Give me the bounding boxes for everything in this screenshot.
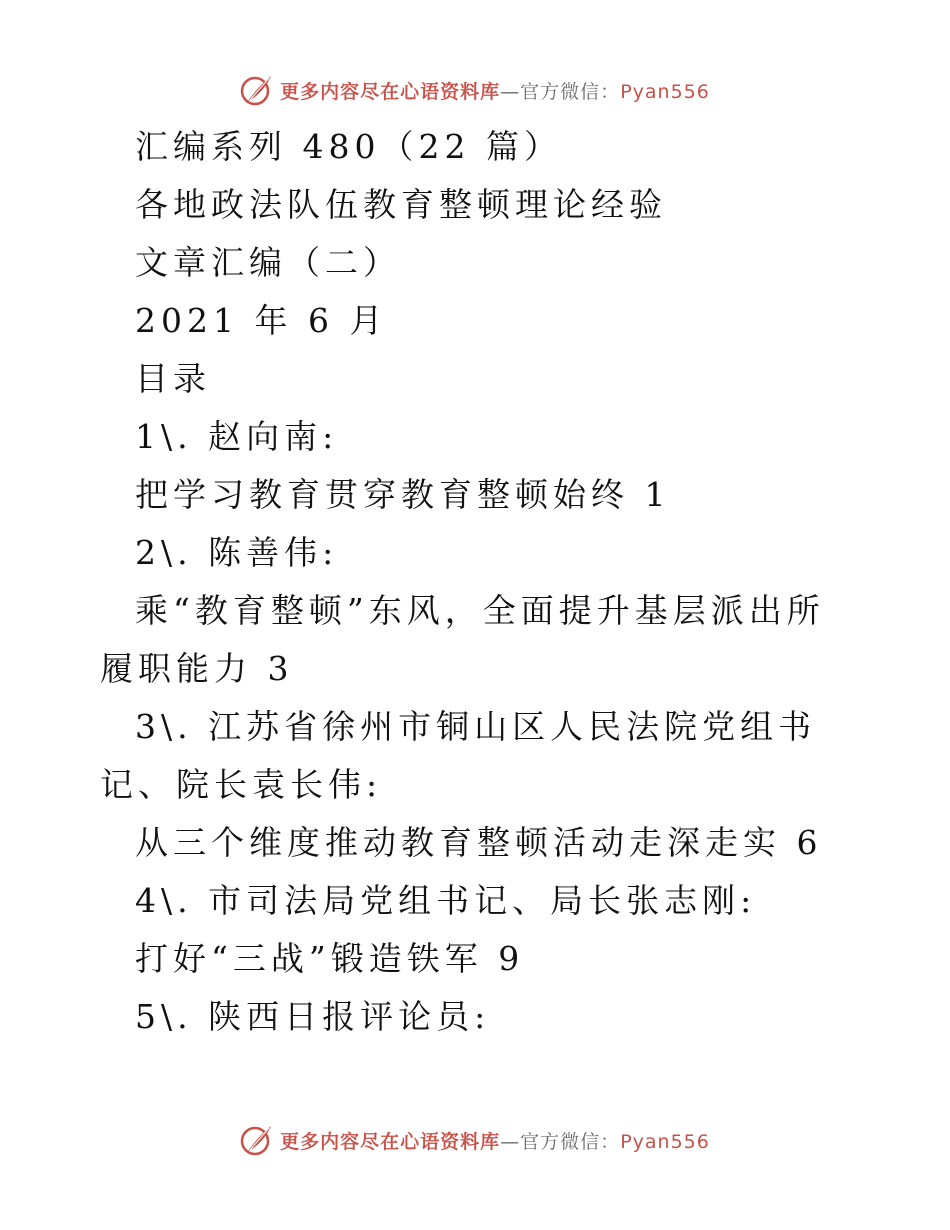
document-subtitle: 文章汇编（二） bbox=[135, 243, 401, 282]
document-title: 各地政法队伍教育整顿理论经验 bbox=[135, 185, 667, 224]
watermark-text: 更多内容尽在心语资料库—官方微信：Pyan556 bbox=[280, 1130, 710, 1153]
toc-item-author: 4\. 市司法局党组书记、局长张志刚: bbox=[135, 881, 757, 920]
feather-logo-icon bbox=[240, 1123, 274, 1157]
watermark-text: 更多内容尽在心语资料库—官方微信：Pyan556 bbox=[280, 80, 710, 103]
toc-item-author: 3\. 江苏省徐州市铜山区人民法院党组书记、院长袁长伟: bbox=[100, 707, 817, 804]
toc-item-title: 从三个维度推动教育整顿活动走深走实 6 bbox=[135, 823, 823, 862]
toc-heading: 目录 bbox=[135, 359, 211, 398]
toc-item-author: 1\. 赵向南: bbox=[135, 417, 339, 456]
watermark-banner-top bbox=[0, 70, 950, 110]
toc-item-title: 乘“教育整顿”东风，全面提升基层派出所履职能力 3 bbox=[100, 591, 825, 688]
document-date: 2021 年 6 月 bbox=[135, 301, 388, 340]
series-label: 汇编系列 480（22 篇） bbox=[135, 127, 562, 166]
toc-item-title: 把学习教育贯穿教育整顿始终 1 bbox=[135, 475, 671, 514]
toc-item-author: 5\. 陕西日报评论员: bbox=[135, 997, 491, 1036]
toc-item-title: 打好“三战”锻造铁军 9 bbox=[135, 939, 525, 978]
document-body bbox=[100, 118, 860, 1046]
watermark-banner-bottom bbox=[0, 1120, 950, 1160]
feather-logo-icon bbox=[240, 73, 274, 107]
toc-item-author: 2\. 陈善伟: bbox=[135, 533, 339, 572]
